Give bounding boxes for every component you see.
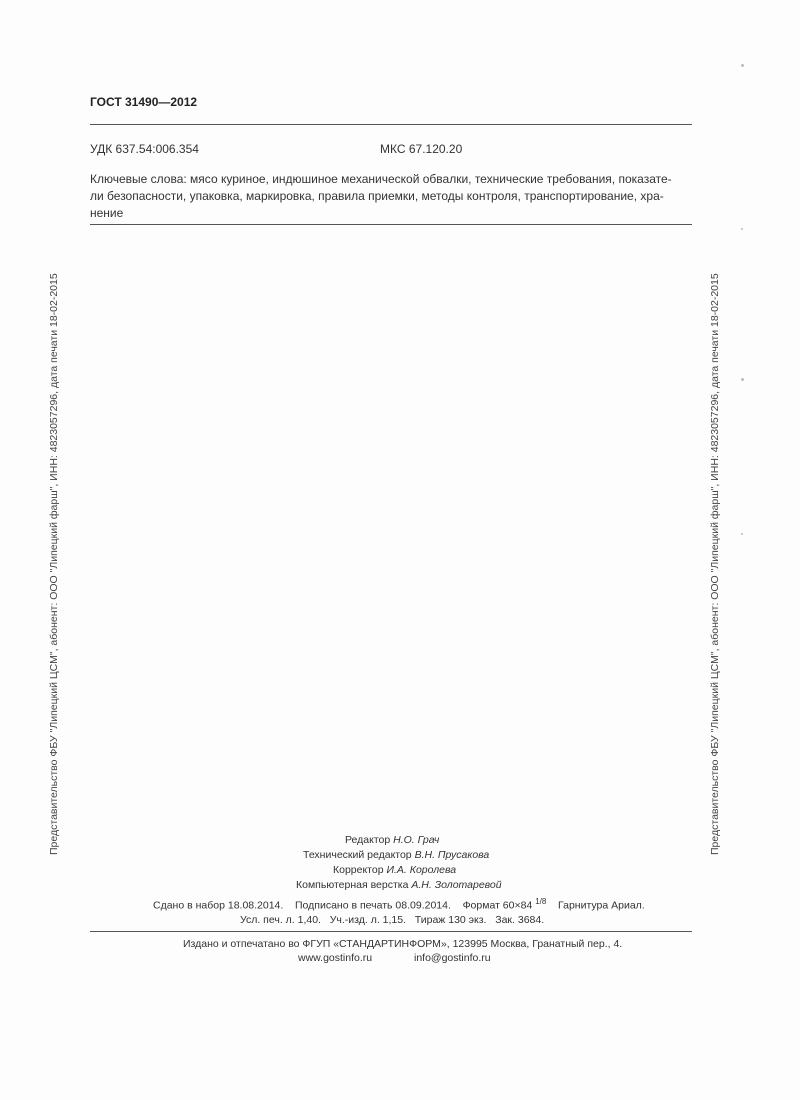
keywords-divider — [90, 224, 692, 225]
scan-speck — [741, 228, 743, 230]
print-submitted: Сдано в набор 18.08.2014. — [153, 899, 284, 912]
credit-layout — [296, 879, 502, 891]
watermark-right: Представительство ФБУ "Липецкий ЦСМ", абонент: ООО "Липецкий фарш", ИНН: 4823057296, дата печати 18-02-2015 — [709, 273, 721, 855]
keywords-line-2: ли безопасности, упаковка, маркировка, правила приемки, методы контроля, транспортирование, хра- — [90, 189, 664, 203]
keywords-block — [90, 171, 692, 222]
credit-tech-editor — [303, 849, 489, 861]
print-info-line-2 — [240, 914, 544, 926]
credit-corrector-role: Корректор — [333, 864, 384, 876]
credit-layout-role: Компьютерная верстка — [296, 879, 409, 891]
print-format: Формат 60×84 — [462, 899, 533, 912]
print-sheets: Усл. печ. л. 1,40. — [240, 914, 321, 926]
standard-code: ГОСТ 31490—2012 — [90, 95, 198, 109]
credit-layout-name: А.Н. Золотаревой — [411, 879, 502, 891]
keywords-line-1: Ключевые слова: мясо куриное, индюшиное механической обвалки, технические требования, показате- — [90, 172, 672, 186]
print-info-line-1 — [153, 897, 645, 912]
credit-corrector-name: И.А. Королева — [386, 864, 457, 876]
credit-tech-editor-name: В.Н. Прусакова — [414, 849, 490, 861]
publisher-line: Издано и отпечатано во ФГУП «СТАНДАРТИНФОРМ», 123995 Москва, Гранатный пер., 4. — [183, 938, 623, 950]
udk-code: УДК 637.54:006.354 — [90, 142, 199, 156]
publisher-website: www.gostinfo.ru — [298, 952, 373, 964]
publisher-email: info@gostinfo.ru — [414, 952, 491, 964]
credit-corrector — [333, 864, 456, 876]
credit-editor-name: Н.О. Грач — [393, 834, 440, 846]
mks-code: МКС 67.120.20 — [380, 142, 463, 156]
header-divider — [90, 124, 692, 125]
print-font: Гарнитура Ариал. — [558, 899, 645, 912]
watermark-left: Представительство ФБУ "Липецкий ЦСМ", абонент: ООО "Липецкий фарш", ИНН: 4823057296, дата печати 18-02-2015 — [48, 273, 60, 855]
scan-speck — [741, 64, 744, 67]
scan-speck — [741, 533, 743, 535]
print-order: Зак. 3684. — [495, 914, 545, 926]
print-divider — [90, 931, 692, 932]
print-format-fraction: 1/8 — [535, 897, 547, 906]
print-run: Тираж 130 экз. — [414, 914, 487, 926]
credit-editor-role: Редактор — [345, 834, 391, 846]
keywords-line-3: нение — [90, 206, 124, 220]
print-signed: Подписано в печать 08.09.2014. — [295, 899, 451, 912]
credit-editor — [345, 834, 439, 846]
credit-tech-editor-role: Технический редактор — [303, 849, 412, 861]
scan-speck — [741, 378, 744, 381]
publish-sheets: Уч.-изд. л. 1,15. — [329, 914, 407, 926]
